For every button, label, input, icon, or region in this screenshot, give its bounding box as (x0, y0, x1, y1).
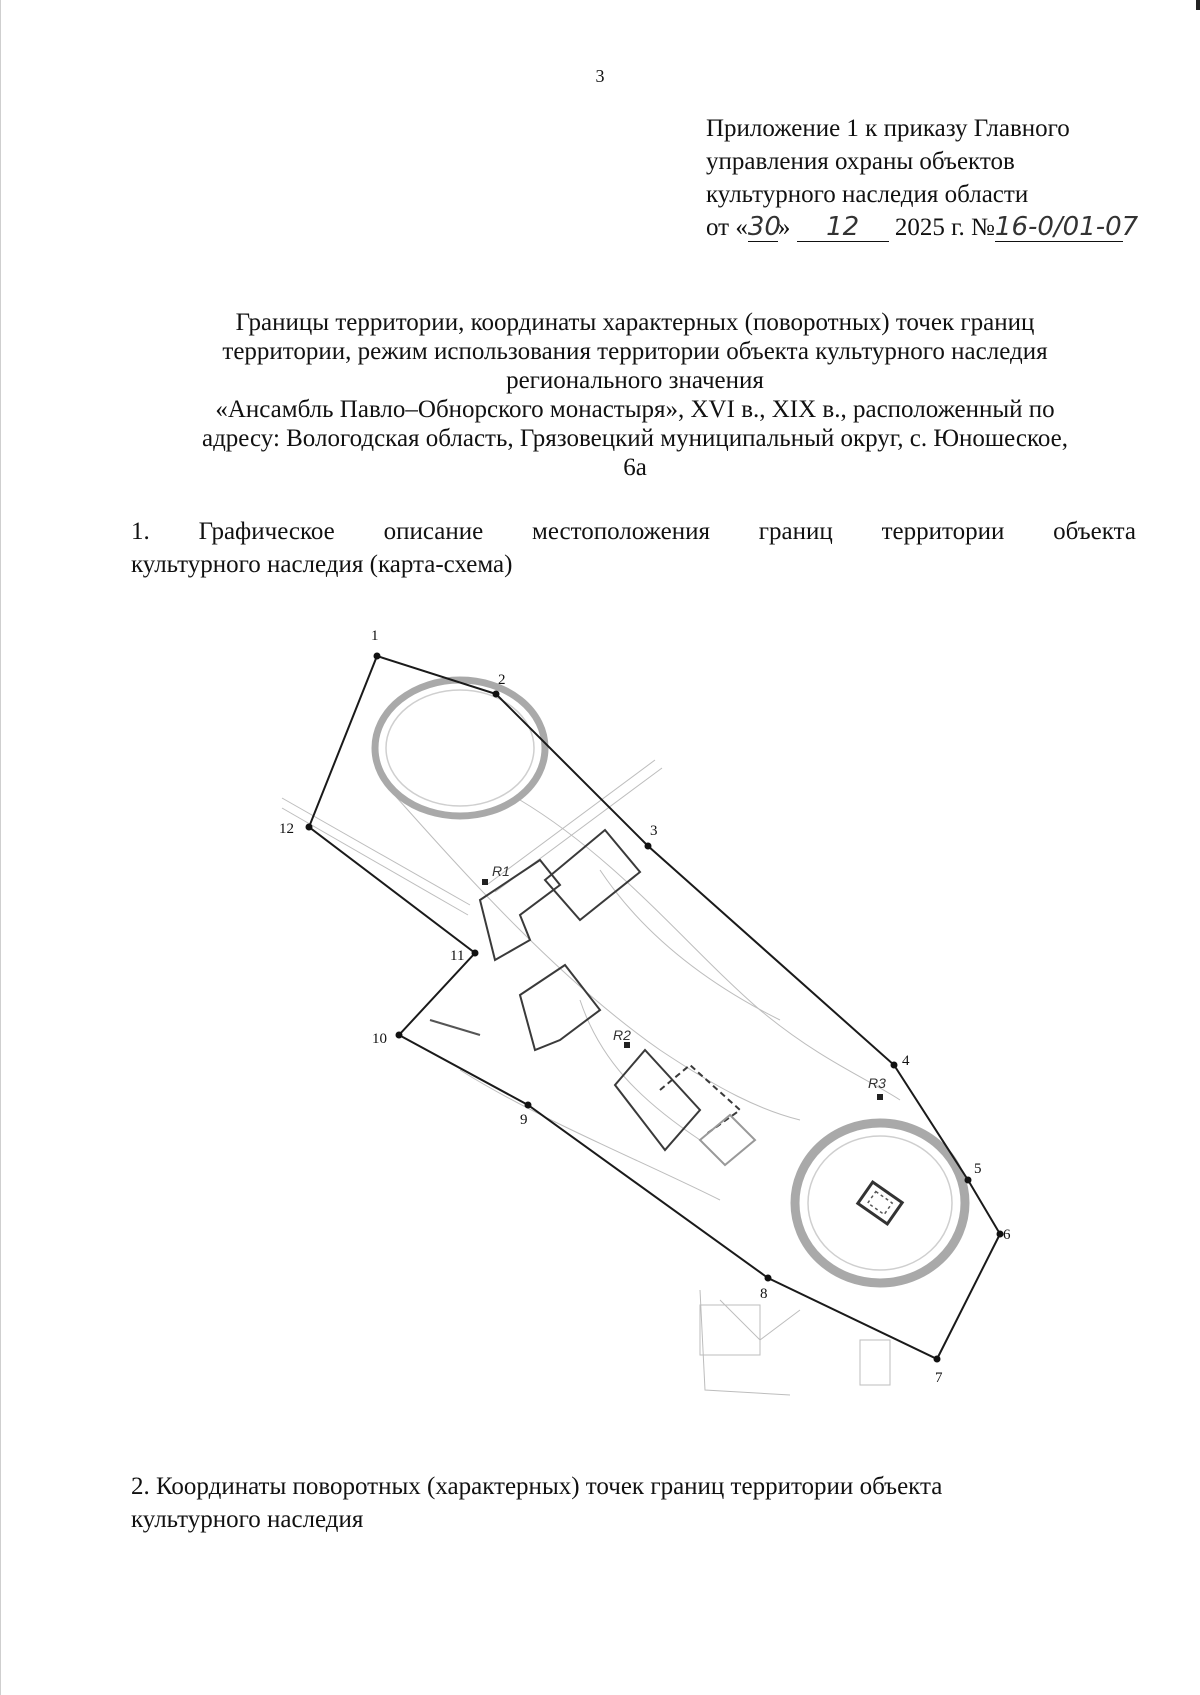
title-line-1: Границы территории, координаты характерных (поворотных) точек границ (235, 309, 1035, 336)
point-label-3: 3 (650, 823, 658, 839)
appendix-line-1: Приложение 1 к приказу Главного (706, 115, 1070, 142)
page-edge-line (0, 0, 1, 1695)
order-number: 16-0/01-07 (994, 212, 1139, 242)
date-mid: » (777, 214, 791, 241)
section-1-line-2: культурного наследия (карта-схема) (131, 551, 513, 578)
title-line-4: «Ансамбль Павло–Обнорского монастыря», XVI в., XIX в., расположенный по (215, 396, 1055, 423)
word: местоположения (532, 518, 710, 545)
earthen-rampart-ring-inner (808, 1136, 952, 1270)
boundary-point-10 (396, 1032, 403, 1039)
section-2-line-1: 2. Координаты поворотных (характерных) точек границ территории объекта (131, 1473, 943, 1500)
earthen-rampart-ring-inner (386, 690, 534, 806)
boundary-point-7 (934, 1356, 941, 1363)
buildings (430, 830, 902, 1224)
point-label-2: 2 (498, 672, 506, 688)
section-1-line-1 (131, 515, 1136, 548)
point-label-4: 4 (902, 1053, 910, 1069)
reference-marker-r3 (877, 1094, 883, 1100)
title-line-3: регионального значения (506, 367, 764, 394)
page-number: 3 (595, 66, 605, 86)
word: 1. (131, 518, 150, 545)
boundary-point-4 (891, 1062, 898, 1069)
contour-line (700, 1290, 800, 1395)
title-line-5: адресу: Вологодская область, Грязовецкий муниципальный округ, с. Юношеское, (201, 425, 1069, 452)
word: описание (383, 518, 484, 545)
point-label-5: 5 (974, 1161, 982, 1177)
building-outline (700, 1305, 760, 1355)
church-footprint-inner (868, 1192, 892, 1215)
earthen-rampart-ring (375, 680, 545, 816)
date-day: 30 (747, 212, 781, 242)
word: границ (758, 518, 833, 545)
boundary-point-9 (525, 1102, 532, 1109)
appendix-date-line (706, 211, 1176, 244)
boundary-point-8 (765, 1275, 772, 1282)
building-outline (700, 1115, 755, 1165)
appendix-line-2: управления охраны объектов (706, 148, 1015, 175)
title-line-2: территории, режим использования территории объекта культурного наследия (222, 338, 1048, 365)
territory-map (270, 620, 1050, 1410)
appendix-line-3: культурного наследия области (706, 181, 1029, 208)
point-label-10: 10 (372, 1031, 387, 1047)
contour-line (520, 800, 900, 1100)
reference-label-r1: R1 (492, 863, 510, 879)
earthen-rampart-ring (795, 1123, 965, 1283)
building-outline (860, 1340, 890, 1385)
point-label-8: 8 (760, 1286, 768, 1302)
church-footprint (858, 1182, 902, 1224)
word: территории (881, 518, 1005, 545)
section-2-line-2: культурного наследия (131, 1506, 364, 1533)
word: объекта (1053, 518, 1136, 545)
boundary-point-1 (374, 653, 381, 660)
point-label-6: 6 (1003, 1227, 1011, 1243)
building-outline (430, 1020, 480, 1035)
boundary-point-12 (306, 824, 313, 831)
boundary-points (306, 653, 1004, 1363)
contour-line (600, 870, 780, 1020)
boundary-point-3 (645, 843, 652, 850)
date-month: 12 (797, 213, 889, 242)
scan-edge-mark (1196, 0, 1200, 10)
reference-label-r3: R3 (868, 1075, 886, 1091)
point-label-7: 7 (935, 1370, 943, 1386)
point-label-11: 11 (450, 948, 465, 964)
road-line (488, 760, 655, 884)
point-label-1: 1 (371, 628, 379, 644)
document-title (140, 308, 1130, 482)
building-outline (545, 830, 640, 920)
boundary-point-11 (472, 950, 479, 957)
title-line-6: 6а (623, 454, 647, 481)
reference-marker-r1 (482, 879, 488, 885)
reference-label-r2: R2 (613, 1027, 631, 1043)
appendix-header (706, 112, 1176, 244)
boundary-point-5 (965, 1177, 972, 1184)
word: Графическое (198, 518, 335, 545)
point-label-9: 9 (520, 1112, 528, 1128)
background-contours (282, 760, 900, 1395)
boundary-point-2 (493, 691, 500, 698)
date-year: 2025 г. № (894, 214, 995, 241)
section-1-heading (131, 515, 1136, 581)
section-2-heading (131, 1470, 1136, 1536)
building-outline (520, 965, 600, 1050)
boundary-point-labels (279, 628, 1011, 1386)
territory-boundary (309, 656, 1000, 1359)
building-outline (615, 1050, 700, 1150)
point-label-12: 12 (279, 821, 294, 837)
date-prefix: от « (706, 214, 748, 241)
